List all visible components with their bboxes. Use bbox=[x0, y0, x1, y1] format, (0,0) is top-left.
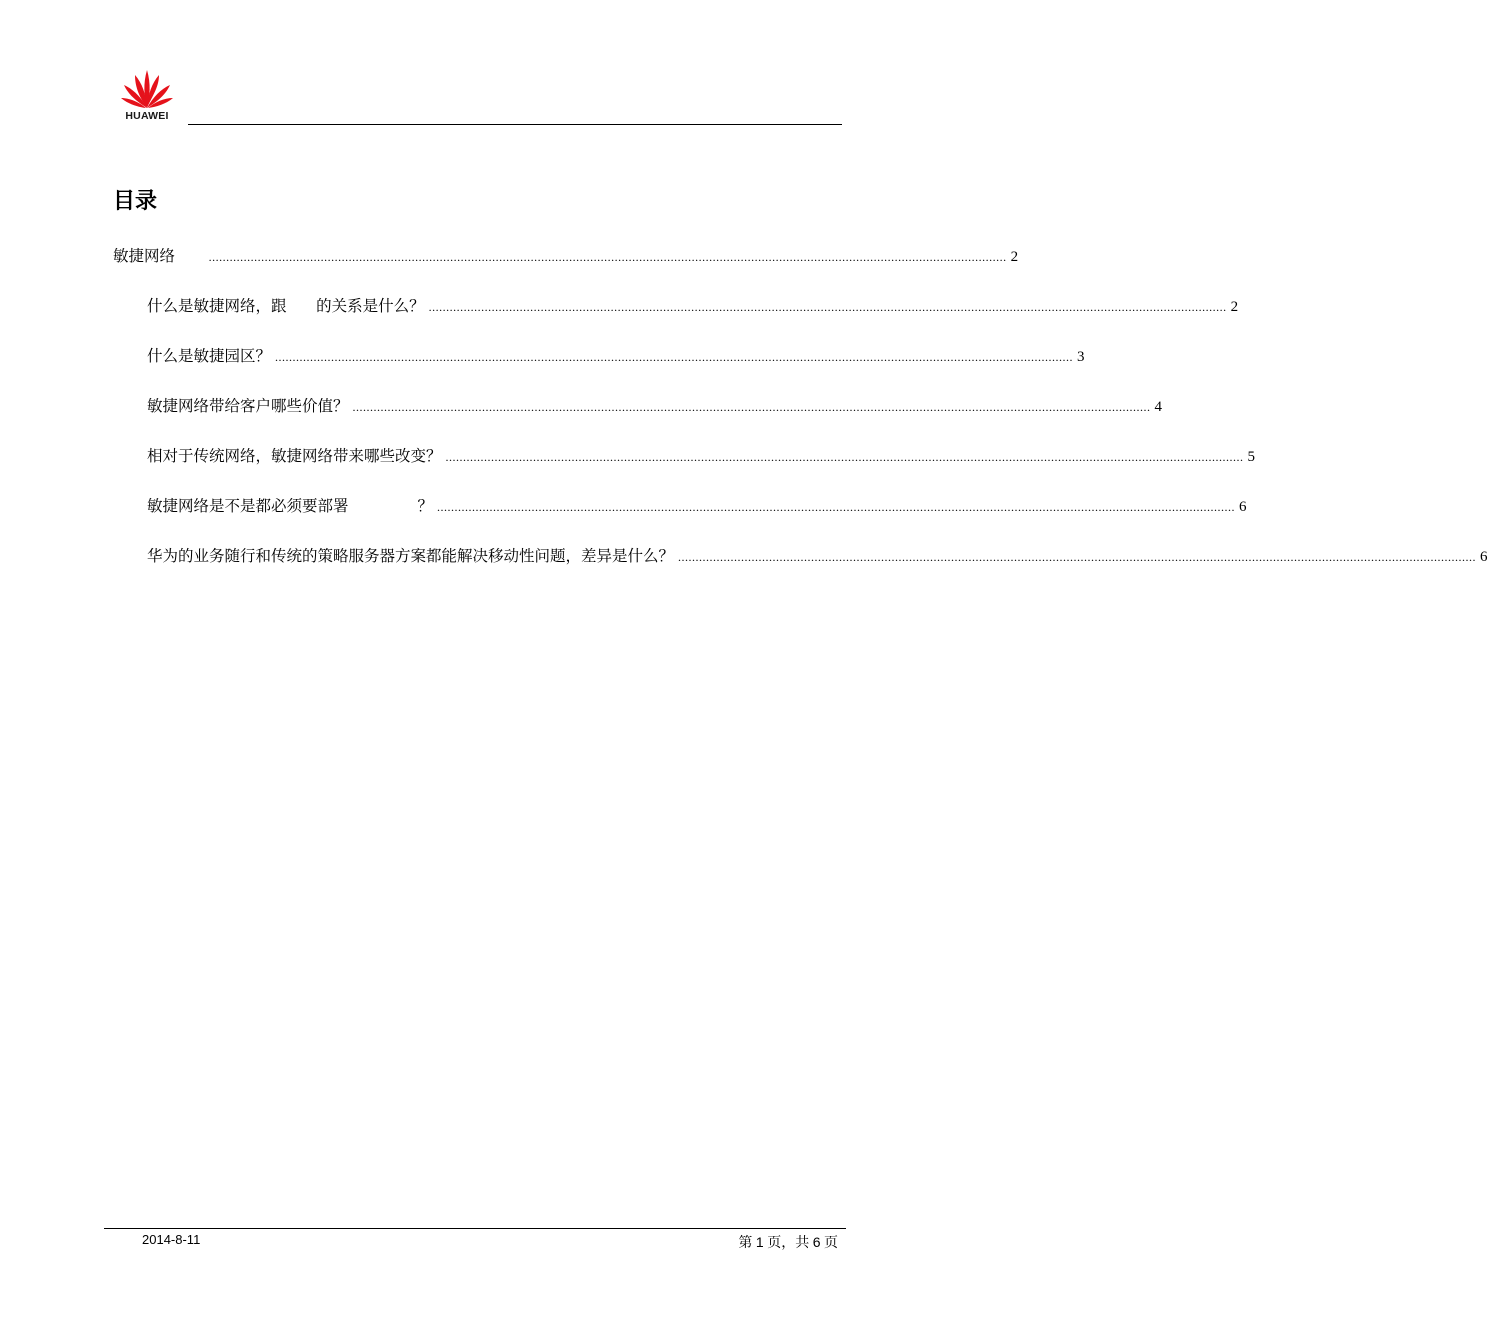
header-divider bbox=[188, 124, 842, 125]
toc-title: 目录 bbox=[113, 189, 158, 214]
toc-entry[interactable] bbox=[147, 544, 1488, 566]
footer-page-total: 6 bbox=[812, 1234, 821, 1250]
toc-entry[interactable] bbox=[147, 294, 1239, 316]
toc-entry-page: 6 bbox=[1238, 499, 1247, 515]
toc-entry-label: 什么是敏捷园区？ bbox=[147, 347, 272, 365]
toc-entry[interactable] bbox=[147, 444, 1256, 466]
huawei-logo bbox=[118, 66, 176, 124]
toc-entry-page: 5 bbox=[1247, 449, 1256, 465]
toc-leader-dots: .................................................................................................................................................................................................................................... bbox=[678, 550, 1477, 564]
toc-entry-label: 什么是敏捷网络，跟 的关系是什么？ bbox=[147, 297, 425, 315]
toc-entry-label: 相对于传统网络，敏捷网络带来哪些改变？ bbox=[147, 447, 442, 465]
toc-leader-dots: .................................................................................................................................................................................................................................... bbox=[275, 350, 1074, 364]
footer-date: 2014-8-11 bbox=[142, 1232, 201, 1247]
toc-entry-page: 2 bbox=[1230, 299, 1239, 315]
toc-leader-dots: .................................................................................................................................................................................................................................... bbox=[428, 300, 1227, 314]
toc-leader-dots: .................................................................................................................................................................................................................................... bbox=[208, 250, 1007, 264]
logo-wordmark: HUAWEI bbox=[125, 110, 169, 122]
toc-leader-dots: .................................................................................................................................................................................................................................... bbox=[445, 450, 1244, 464]
toc-entry[interactable] bbox=[113, 244, 1019, 266]
footer-page-suffix: 页 bbox=[824, 1236, 838, 1251]
toc-entry-label: 敏捷网络带给客户哪些价值？ bbox=[147, 397, 349, 415]
toc-entry[interactable] bbox=[147, 494, 1247, 516]
toc-entry-page: 3 bbox=[1077, 349, 1085, 365]
footer-page-current: 1 bbox=[755, 1234, 764, 1250]
footer-page-indicator bbox=[738, 1232, 838, 1252]
toc-entry-page: 2 bbox=[1010, 249, 1019, 265]
huawei-petal-icon bbox=[118, 66, 176, 110]
toc-leader-dots: .................................................................................................................................................................................................................................... bbox=[436, 500, 1235, 514]
toc-entry[interactable] bbox=[147, 344, 1085, 366]
toc-entry-page: 4 bbox=[1154, 399, 1163, 415]
toc-leader-dots: .................................................................................................................................................................................................................................... bbox=[352, 400, 1151, 414]
toc-entry-label: 敏捷网络 bbox=[113, 247, 205, 265]
toc-entry-label: 华为的业务随行和传统的策略服务器方案都能解决移动性问题，差异是什么？ bbox=[147, 547, 675, 565]
toc-entry[interactable] bbox=[147, 394, 1163, 416]
footer-divider bbox=[104, 1228, 846, 1229]
footer-page-prefix: 第 bbox=[738, 1236, 753, 1251]
toc-entry-page: 6 bbox=[1480, 549, 1488, 565]
toc-entry-label: 敏捷网络是不是都必须要部署 ？ bbox=[147, 497, 433, 515]
footer-page-mid: 页，共 bbox=[767, 1236, 810, 1251]
